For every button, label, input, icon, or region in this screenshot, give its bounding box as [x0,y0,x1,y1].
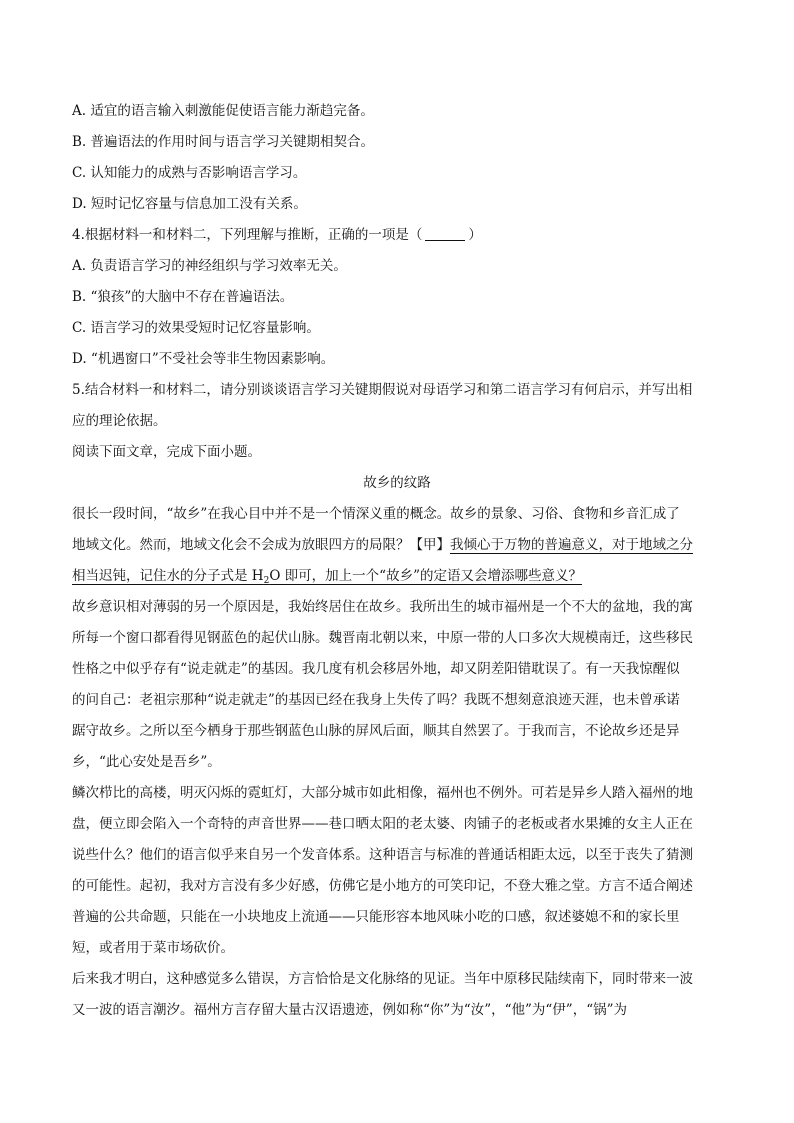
subscript: 2 [263,576,270,586]
document-page [72,96,722,1026]
option-d: D. 短时记忆容量与信息加工没有关系。 [72,196,307,212]
paragraph-line: 性格之中似乎存有“说走就走”的基因。我几度有机会移居外地，却又阴差阳错耽误了。有一天我惊醒似 [72,661,680,677]
text-span: 地域文化。然而，地域文化会不会成为放眼四方的局限？【甲】 [72,537,450,553]
question-5-line1: 5.结合材料一和材料二，请分别谈谈语言学习关键期假说对母语学习和第二语言学习有何启示，并写出相 [72,382,693,398]
paragraph-line: 鳞次栉比的高楼，明灭闪烁的霓虹灯，大部分城市如此相像，福州也不例外。可若是异乡人踏入福州的地 [72,785,693,801]
paragraph-line: 踞守故乡。之所以至今栖身于那些钢蓝色山脉的屏风后面，顺其自然罢了。于我而言，不论故乡还是异 [72,723,680,739]
option-a: A. 适宜的语言输入刺激能促使语言能力渐趋完备。 [72,103,374,119]
underlined-sentence: 我倾心于万物的普遍意义，对于地域之分 [450,537,693,553]
article-title: 故乡的纹路 [363,475,431,491]
question-4-stem [72,220,722,251]
paragraph-line: 乡，“此心安处是吾乡”。 [72,754,221,770]
paragraph-4 [72,964,722,1026]
q4-option-d: D. “机遇窗口”不受社会等非生物因素影响。 [72,351,335,367]
paragraph-3 [72,778,722,964]
paragraph-line: 短，或者用于菜市场砍价。 [72,940,234,956]
paragraph-line: 普遍的公共命题，只能在一小块地皮上流通——只能形容本地风味小吃的口感，叙述婆媳不和的家长里 [72,909,680,925]
paragraph-line: 很长一段时间，“故乡”在我心目中并不是一个情深义重的概念。故乡的景象、习俗、食物和乡音汇成了 [72,506,680,522]
paragraph-line: 说些什么？他们的语言似乎来自另一个发音体系。这种语言与标准的普通话相距太远，以至于丧失了猜测 [72,847,693,863]
paragraph-line: 盘，便立即会陷入一个奇特的声音世界——巷口晒太阳的老太婆、肉铺子的老板或者水果摊的女主人正在 [72,816,693,832]
text-span: 相当迟钝，记住水的分子式是 H [72,568,264,584]
question-5-line2: 应的理论依据。 [72,413,167,429]
option-c: C. 认知能力的成熟与否影响语言学习。 [72,165,307,181]
paragraph-line: 故乡意识相对薄弱的另一个原因是，我始终居住在故乡。我所出生的城市福州是一个不大的盆地，我的寓 [72,599,693,615]
paragraph-line: 所每一个窗口都看得见钢蓝色的起伏山脉。魏晋南北朝以来，中原一带的人口多次大规模南迁，这些移民 [72,630,693,646]
paragraph-2 [72,592,722,778]
paragraph-line: 后来我才明白，这种感觉多么错误，方言恰恰是文化脉络的见证。当年中原移民陆续南下，同时带来一波 [72,971,693,987]
paragraph-1 [72,499,722,592]
q4-option-b: B. “狼孩”的大脑中不存在普遍语法。 [72,289,294,305]
paragraph-line: 的可能性。起初，我对方言没有多少好感，仿佛它是小地方的可笑印记，不登大雅之堂。方言不适合阐述 [72,878,693,894]
question-4-close: ） [468,227,482,243]
paragraph-line: 又一波的语言潮汐。福州方言存留大量古汉语遗迹，例如称“你”为“汝”，“他”为“伊”，“锅”为 [72,1002,628,1018]
q4-option-c: C. 语言学习的效果受短时记忆容量影响。 [72,320,320,336]
question-4-text: 4.根据材料一和材料二，下列理解与推断，正确的一项是（ [72,227,423,243]
paragraph-line: 的问自己：老祖宗那种“说走就走”的基因已经在我身上失传了吗？我既不想刻意浪迹天涯，也未曾承诺 [72,692,680,708]
q4-option-a: A. 负责语言学习的神经组织与学习效率无关。 [72,258,347,274]
option-b: B. 普遍语法的作用时间与语言学习关键期相契合。 [72,134,375,150]
reading-instruction: 阅读下面文章，完成下面小题。 [72,444,261,460]
answer-blank[interactable] [425,226,465,241]
text-span: O 即可，加上一个“故乡”的定语又会增添哪些意义？ [269,568,582,584]
paragraph-line [72,530,722,561]
underlined-sentence [72,561,722,592]
